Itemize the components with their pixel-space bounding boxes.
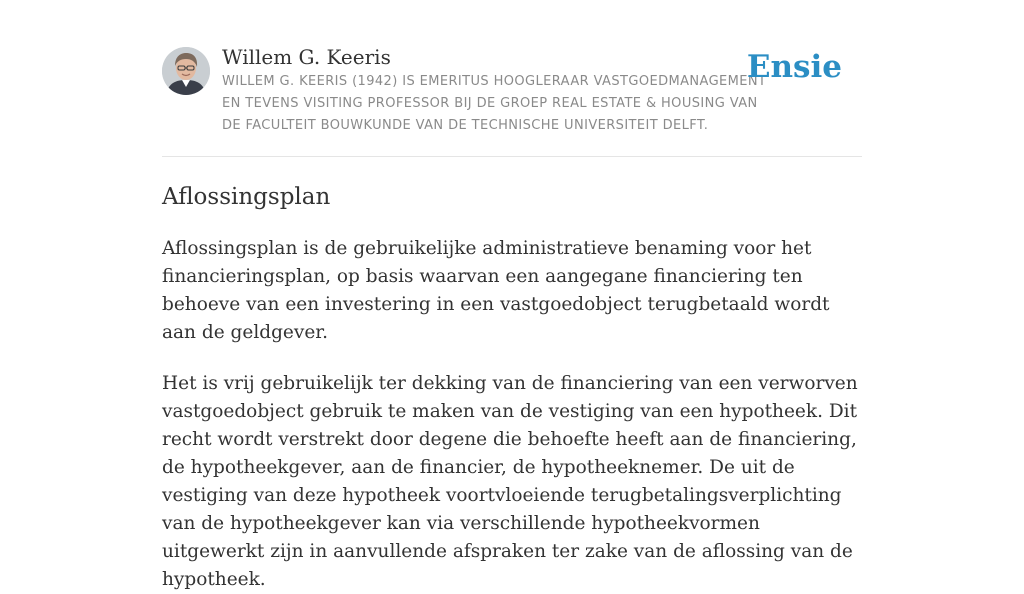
article-paragraph: Aflossingsplan is de gebruikelijke administratieve benaming voor het financieringsplan, op basis waarvan een aangegane financiering ten behoeve van een investering in een vastgoedobject terugbetaald wordt aan de geldgever. xyxy=(162,238,830,343)
author-avatar[interactable] xyxy=(162,47,210,95)
author-bio: WILLEM G. KEERIS (1942) IS EMERITUS HOOGLERAAR VASTGOEDMANAGEMENT EN TEVENS VISITING PROFESSOR BIJ DE GROEP REAL ESTATE & HOUSING VAN DE FACULTEIT BOUWKUNDE VAN DE TECHNISCHE UNIVERSITEIT DELFT. xyxy=(222,74,767,133)
person-portrait-icon xyxy=(162,47,210,95)
author-header xyxy=(162,0,862,157)
ensie-logo[interactable]: Ensie xyxy=(746,49,842,85)
page-container xyxy=(162,0,862,594)
article-title: Aflossingsplan xyxy=(162,184,331,210)
article-paragraph: Het is vrij gebruikelijk ter dekking van de financiering van een verworven vastgoedobject gebruik te maken van de vestiging van een hypotheek. Dit recht wordt verstrekt door degene die behoefte heeft aan de financiering, de hypotheekgever, aan de financier, de hypotheeknemer. De uit de vestiging van deze hypotheek voortvloeiende terugbetalingsverplichting van de hypotheekgever kan via verschillende hypotheekvormen uitgewerkt zijn in aanvullende afspraken ter zake van de aflossing van de hypotheek. xyxy=(162,373,858,590)
article-body xyxy=(162,235,862,594)
author-name[interactable]: Willem G. Keeris xyxy=(222,45,391,69)
